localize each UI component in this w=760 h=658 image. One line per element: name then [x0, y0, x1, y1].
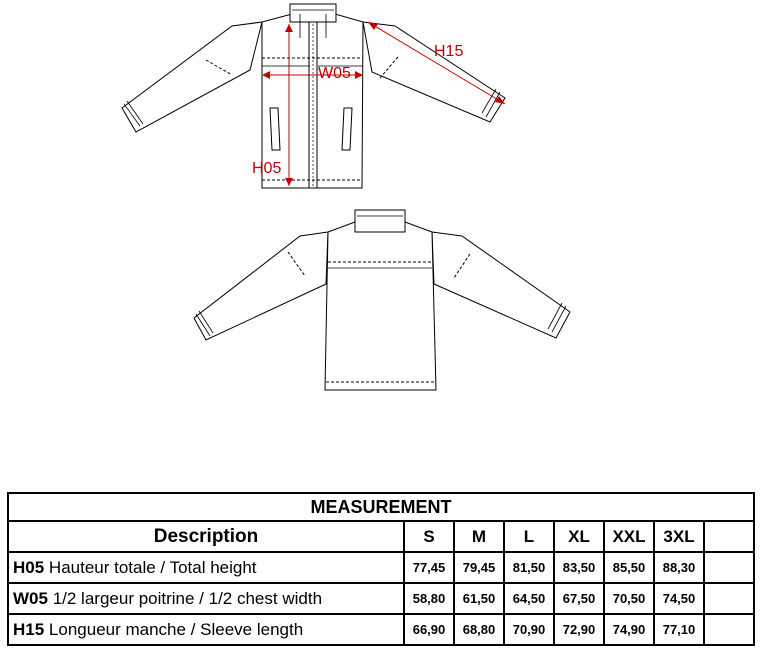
description-header: Description [8, 521, 404, 552]
measure-value: 64,50 [504, 583, 554, 614]
measure-value [704, 583, 754, 614]
measure-value: 67,50 [554, 583, 604, 614]
size-header: L [504, 521, 554, 552]
table-header-row [8, 521, 754, 552]
measure-value: 88,30 [654, 552, 704, 583]
measure-label: Longueur manche / Sleeve length [48, 619, 304, 639]
measure-code: H15 [13, 619, 45, 639]
measure-value: 81,50 [504, 552, 554, 583]
measure-value [704, 614, 754, 645]
size-header: 3XL [654, 521, 704, 552]
table-row [8, 552, 754, 583]
sleeve-code-label: H15 [434, 43, 464, 60]
jacket-front-view [122, 4, 505, 188]
table-row [8, 583, 754, 614]
measure-label: Hauteur totale / Total height [48, 557, 257, 577]
row-description [8, 552, 404, 583]
width-code-label: W05 [318, 65, 351, 82]
measure-code: W05 [13, 588, 48, 608]
measure-value: 61,50 [454, 583, 504, 614]
measurement-table [7, 492, 755, 646]
measurement-table-container [7, 492, 753, 646]
measure-value [704, 552, 754, 583]
measure-code: H05 [13, 557, 45, 577]
measure-value: 85,50 [604, 552, 654, 583]
jacket-back-view [194, 210, 570, 390]
size-header: XXL [604, 521, 654, 552]
size-header: XL [554, 521, 604, 552]
measure-value: 68,80 [454, 614, 504, 645]
size-header: S [404, 521, 454, 552]
measure-value: 74,50 [654, 583, 704, 614]
table-title-row [8, 493, 754, 521]
measure-label: 1/2 largeur poitrine / 1/2 chest width [52, 588, 323, 608]
measure-value: 66,90 [404, 614, 454, 645]
size-header [704, 521, 754, 552]
measure-value: 83,50 [554, 552, 604, 583]
row-description [8, 583, 404, 614]
measure-value: 79,45 [454, 552, 504, 583]
row-description [8, 614, 404, 645]
measure-value: 70,50 [604, 583, 654, 614]
measure-value: 58,80 [404, 583, 454, 614]
measure-value: 72,90 [554, 614, 604, 645]
table-row [8, 614, 754, 645]
measure-value: 77,10 [654, 614, 704, 645]
measure-value: 77,45 [404, 552, 454, 583]
table-title: MEASUREMENT [8, 493, 754, 521]
height-code-label: H05 [252, 160, 282, 177]
measure-value: 70,90 [504, 614, 554, 645]
measure-value: 74,90 [604, 614, 654, 645]
size-header: M [454, 521, 504, 552]
